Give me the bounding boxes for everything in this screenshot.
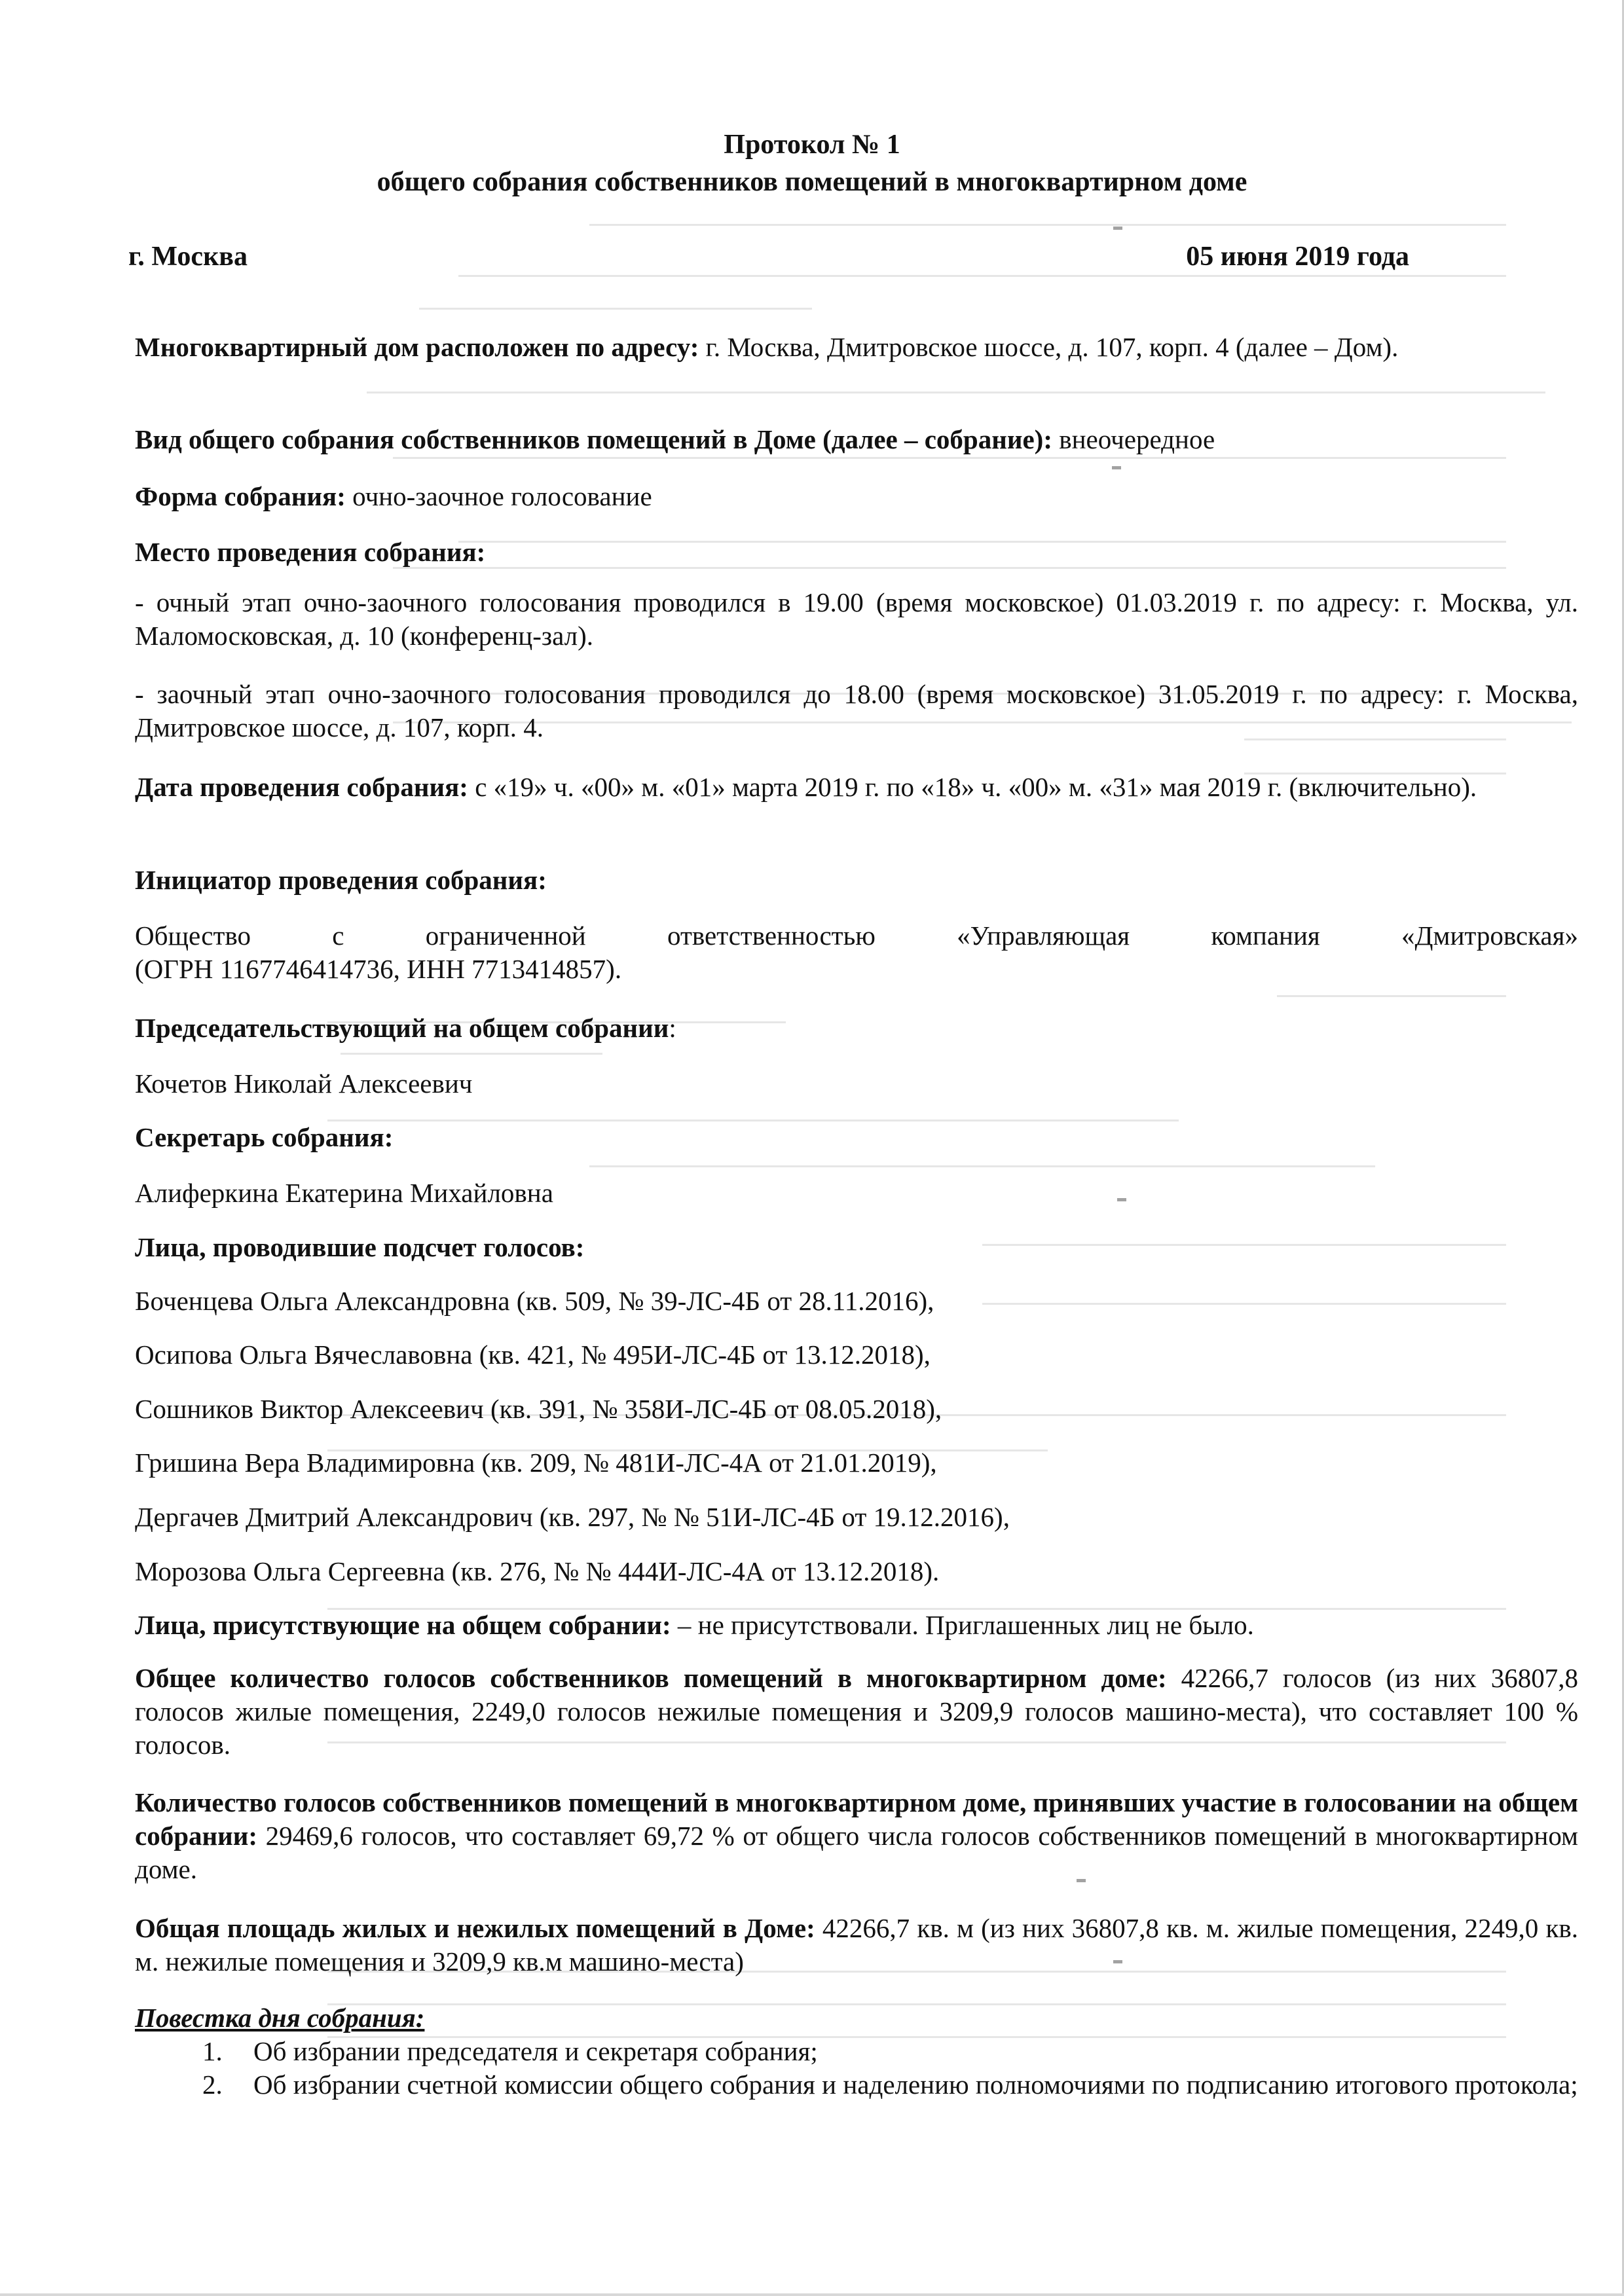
counters-label: Лица, проводившие подсчет голосов: <box>135 1232 585 1262</box>
venue-in-person <box>135 586 1578 653</box>
meeting-type-section <box>135 423 1578 456</box>
counter-item <box>135 1285 1578 1318</box>
agenda-item-number: 2. <box>202 2069 223 2100</box>
venue-absentee-text: - заочный этап очно-заочного голосования проводился до 18.00 (время московское) 31.05.2019 г. по адресу: г. Москва, Дмитровское шоссе, д. 107, корп. 4. <box>135 679 1578 742</box>
meeting-form-label: Форма собрания: <box>135 481 346 511</box>
protocol-subtitle: общего собрания собственников помещений в многоквартирном доме <box>377 167 1247 197</box>
venue-in-person-text: - очный этап очно-заочного голосования проводился в 19.00 (время московское) 01.03.2019 г. по адресу: г. Москва, ул. Маломосковская, д. 10 (конференц-зал). <box>135 587 1578 651</box>
counter-item <box>135 1555 1578 1588</box>
address-section <box>135 331 1578 364</box>
counter-name: Боченцева Ольга Александровна (кв. 509, № 39-ЛС-4Б от 28.11.2016), <box>135 1286 934 1316</box>
counter-name: Морозова Ольга Сергеевна (кв. 276, № № 444И-ЛС-4А от 13.12.2018). <box>135 1556 940 1586</box>
meeting-form-value: очно-заочное голосование <box>345 481 652 511</box>
chairman-heading <box>135 1011 1578 1045</box>
address-label: Многоквартирный дом расположен по адресу: <box>135 332 699 362</box>
total-votes-value: 42266,7 голосов (из них 36807,8 голосов жилые помещения, 2249,0 голосов нежилые помещения и 3209,9 голосов машино-места), что составляет 100 % голосов. <box>135 1663 1578 1760</box>
counters-heading <box>135 1231 1578 1264</box>
counter-item <box>135 1393 1578 1426</box>
agenda-section <box>135 2001 1578 2102</box>
total-votes-label: Общее количество голосов собственников помещений в многоквартирном доме: <box>135 1663 1167 1693</box>
area-label: Общая площадь жилых и нежилых помещений в Доме: <box>135 1913 815 1943</box>
initiator-heading <box>135 864 1578 897</box>
counter-name: Дергачев Дмитрий Александрович (кв. 297, № № 51И-ЛС-4Б от 19.12.2016), <box>135 1502 1010 1532</box>
chairman-name: Кочетов Николай Алексеевич <box>135 1068 473 1099</box>
venue-label: Место проведения собрания: <box>135 537 486 567</box>
agenda-item-text: Об избрании председателя и секретаря собрания; <box>253 2036 818 2066</box>
meeting-form-section <box>135 480 1578 513</box>
meeting-type-label: Вид общего собрания собственников помещений в Доме (далее – собрание): <box>135 424 1052 454</box>
chairman-name-row <box>135 1067 1578 1101</box>
protocol-date: 05 июня 2019 года <box>1186 242 1409 272</box>
chairman-colon: : <box>669 1013 676 1043</box>
dates-label: Дата проведения собрания: <box>135 772 468 802</box>
initiator-name: Общество с ограниченной ответственностью «Управляющая компания «Дмитровская» <box>135 920 1578 951</box>
venue-absentee <box>135 678 1578 744</box>
dates-value: с «19» ч. «00» м. «01» марта 2019 г. по «18» ч. «00» м. «31» мая 2019 г. (включительно). <box>468 772 1477 802</box>
agenda-list <box>135 2035 1578 2102</box>
address-value: г. Москва, Дмитровское шоссе, д. 107, корп. 4 (далее – Дом). <box>699 332 1399 362</box>
total-votes-section <box>135 1662 1578 1762</box>
participated-votes-section <box>135 1786 1578 1886</box>
initiator-section <box>135 919 1578 986</box>
attendees-value: – не присутствовали. Приглашенных лиц не было. <box>671 1610 1254 1640</box>
page-edge-bottom <box>0 2293 1624 2296</box>
venue-heading <box>135 536 1578 569</box>
counter-item <box>135 1338 1578 1372</box>
agenda-item-text: Об избрании счетной комиссии общего собрания и наделению полномочиями по подписанию итогового протокола; <box>253 2069 1578 2100</box>
counter-name: Сошников Виктор Алексеевич (кв. 391, № 358И-ЛС-4Б от 08.05.2018), <box>135 1394 942 1424</box>
secretary-name-row <box>135 1176 1578 1210</box>
agenda-heading: Повестка дня собрания: <box>135 2003 425 2033</box>
participated-votes-value: 29469,6 голосов, что составляет 69,72 % от общего числа голосов собственников помещений в многоквартирном доме. <box>135 1821 1578 1884</box>
protocol-title: Протокол № 1 <box>724 130 900 160</box>
dates-section <box>135 771 1578 804</box>
attendees-section <box>135 1609 1578 1642</box>
chairman-label: Председательствующий на общем собрании <box>135 1013 669 1043</box>
area-section <box>135 1912 1578 1978</box>
counter-item <box>135 1446 1578 1480</box>
initiator-ids: (ОГРН 1167746414736, ИНН 7713414857). <box>135 954 622 984</box>
initiator-label: Инициатор проведения собрания: <box>135 865 547 895</box>
counter-name: Осипова Ольга Вячеславовна (кв. 421, № 495И-ЛС-4Б от 13.12.2018), <box>135 1339 931 1370</box>
scan-speck <box>1113 227 1122 230</box>
secretary-label: Секретарь собрания: <box>135 1122 394 1152</box>
agenda-item <box>135 2068 1578 2102</box>
agenda-item-number: 1. <box>202 2036 223 2066</box>
counter-name: Гришина Вера Владимировна (кв. 209, № 481И-ЛС-4А от 21.01.2019), <box>135 1448 937 1478</box>
area-value: 42266,7 кв. м (из них 36807,8 кв. м. жилые помещения, 2249,0 кв. м. нежилые помещения и 3209,9 кв.м машино-места) <box>135 1913 1578 1977</box>
participated-votes-label: Количество голосов собственников помещений в многоквартирном доме, принявших участие в голосовании на общем собрании: <box>135 1787 1579 1851</box>
counter-item <box>135 1501 1578 1534</box>
agenda-item <box>135 2035 1578 2068</box>
secretary-heading <box>135 1121 1578 1154</box>
city: г. Москва <box>128 242 248 272</box>
scan-speck <box>1112 466 1121 469</box>
meeting-type-value: внеочередное <box>1052 424 1215 454</box>
attendees-label: Лица, присутствующие на общем собрании: <box>135 1610 671 1640</box>
secretary-name: Алиферкина Екатерина Михайловна <box>135 1178 553 1208</box>
